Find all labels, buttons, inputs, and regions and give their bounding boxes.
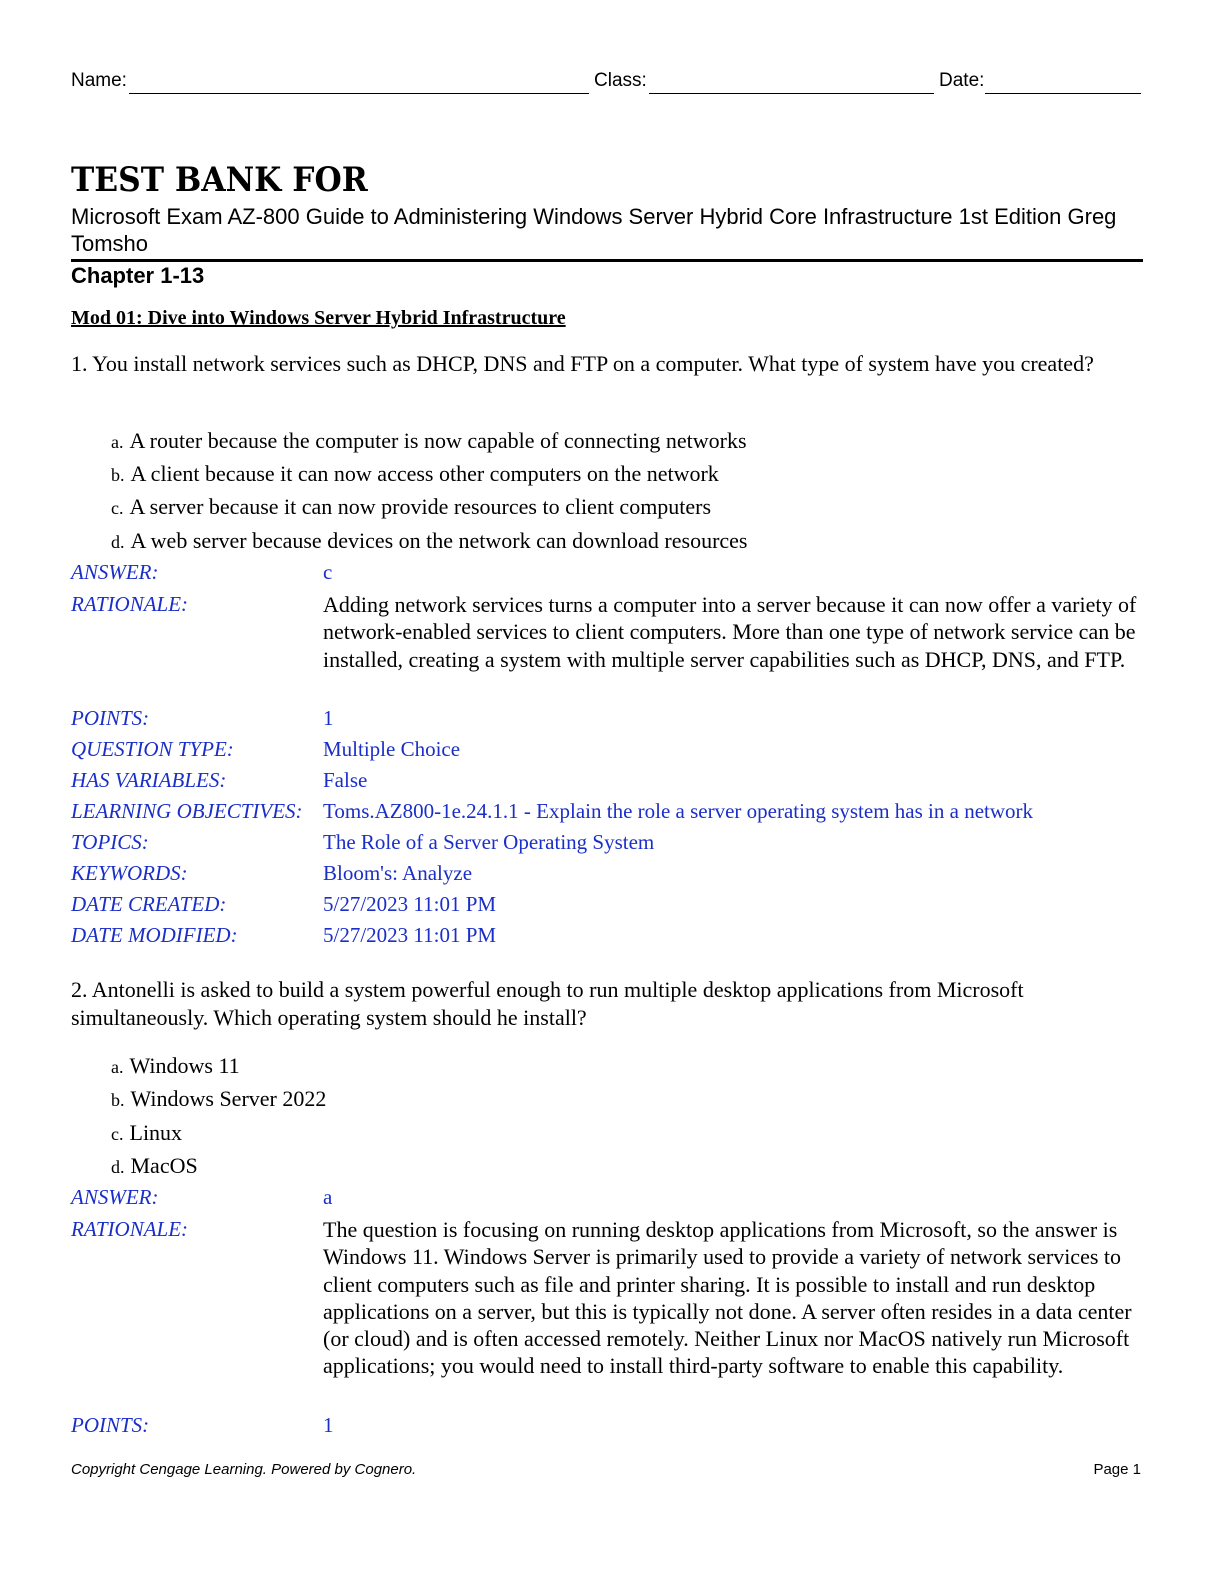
choice-b (111, 461, 719, 487)
date-label: Date: (939, 70, 985, 91)
choice-text: Linux (129, 1120, 183, 1145)
keywords-label: KEYWORDS: (71, 861, 188, 885)
topics-value: The Role of a Server Operating System (323, 830, 655, 854)
class-blank (649, 93, 934, 94)
rationale-label: RATIONALE: (71, 1217, 189, 1241)
choice-letter: d. (111, 532, 125, 552)
has-variables-label: HAS VARIABLES: (71, 768, 227, 792)
date-created-value: 5/27/2023 11:01 PM (323, 892, 497, 916)
answer-value: c (323, 560, 333, 584)
date-created-label: DATE CREATED: (71, 892, 227, 916)
choice-d (111, 528, 748, 554)
choice-text: Windows Server 2022 (130, 1086, 327, 1111)
answer-value: a (323, 1185, 333, 1209)
keywords-value: Bloom's: Analyze (323, 861, 473, 885)
title-divider (71, 259, 1143, 262)
choice-text: Windows 11 (129, 1053, 240, 1078)
copyright-footer: Copyright Cengage Learning. Powered by Cognero. (71, 1461, 417, 1478)
date-blank (985, 93, 1141, 94)
choice-c (111, 1120, 182, 1146)
test-bank-title: TEST BANK FOR (71, 160, 368, 200)
rationale-text: Adding network services turns a computer into a server because it can now offer a variety of network-enabled services to client computers. More than one type of network service can be installed, creating a system with multiple server capabilities such as DHCP, DNS, and FTP. (323, 592, 1137, 672)
rationale-label: RATIONALE: (71, 592, 189, 616)
document-page (71, 0, 1143, 1584)
learning-objectives-value: Toms.AZ800-1e.24.1.1 - Explain the role a server operating system has in a network (323, 799, 1034, 823)
choice-b (111, 1086, 326, 1112)
page-number: Page 1 (1093, 1461, 1141, 1478)
choice-text: A router because the computer is now capable of connecting networks (129, 428, 747, 453)
topics-label: TOPICS: (71, 830, 149, 854)
choice-a (111, 428, 747, 454)
choice-d (111, 1153, 198, 1179)
choice-a (111, 1053, 240, 1079)
choice-letter: a. (111, 1057, 124, 1077)
chapter-heading: Chapter 1-13 (71, 263, 205, 288)
learning-objectives-label: LEARNING OBJECTIVES: (71, 799, 303, 823)
choice-letter: b. (111, 465, 125, 485)
rationale-text: The question is focusing on running desktop applications from Microsoft, so the answer is Windows 11. Windows Server is primarily used to provide a variety of network services to client computers such as file and printer sharing. It is possible to install and run desktop applications on a server, but this is typically not done. A server often resides in a data center (or cloud) and is often accessed remotely. Neither Linux nor MacOS natively run Microsoft applications; you would need to install third-party software to enable this capability. (323, 1217, 1132, 1379)
date-modified-label: DATE MODIFIED: (71, 923, 238, 947)
choice-text: A web server because devices on the network can download resources (130, 528, 748, 553)
name-blank (129, 93, 589, 94)
choice-letter: b. (111, 1090, 125, 1110)
answer-label: ANSWER: (71, 1185, 159, 1209)
choice-c (111, 494, 711, 520)
has-variables-value: False (323, 768, 368, 792)
points-value: 1 (323, 706, 334, 730)
module-heading: Mod 01: Dive into Windows Server Hybrid Infrastructure (71, 307, 566, 329)
choice-letter: c. (111, 1124, 124, 1144)
name-label: Name: (71, 70, 127, 91)
answer-label: ANSWER: (71, 560, 159, 584)
choice-letter: d. (111, 1157, 125, 1177)
choice-letter: a. (111, 432, 124, 452)
question-text: 2. Antonelli is asked to build a system powerful enough to run multiple desktop applications from Microsoft simultaneously. Which operating system should he install? (71, 977, 1024, 1030)
choice-text: A server because it can now provide resources to client computers (129, 494, 712, 519)
date-modified-value: 5/27/2023 11:01 PM (323, 923, 497, 947)
choice-letter: c. (111, 498, 124, 518)
points-value: 1 (323, 1413, 334, 1437)
question-type-label: QUESTION TYPE: (71, 737, 234, 761)
class-label: Class: (594, 70, 647, 91)
points-label: POINTS: (71, 706, 150, 730)
choice-text: A client because it can now access other computers on the network (130, 461, 719, 486)
question-type-value: Multiple Choice (323, 737, 461, 761)
question-text: 1. You install network services such as DHCP, DNS and FTP on a computer. What type of system have you created? (71, 351, 1094, 376)
student-info-line (71, 70, 1143, 96)
points-label: POINTS: (71, 1413, 150, 1437)
choice-text: MacOS (130, 1153, 198, 1178)
book-subtitle: Microsoft Exam AZ-800 Guide to Administering Windows Server Hybrid Core Infrastructure 1st Edition Greg Tomsho (71, 204, 1117, 256)
